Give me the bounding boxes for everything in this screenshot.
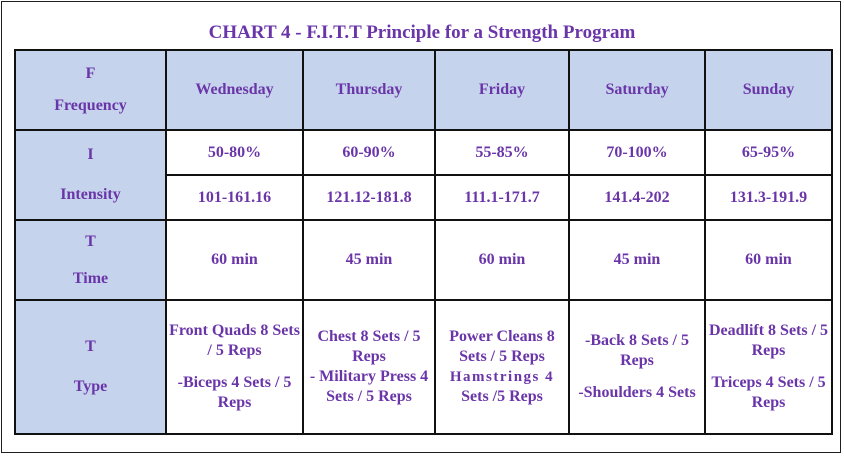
time-letter: T — [85, 232, 96, 250]
type-friday — [435, 300, 569, 434]
type-label-cell — [15, 300, 166, 434]
type-wednesday-line-1: Front Quads 8 Sets / 5 Reps — [169, 322, 300, 359]
intensity-hr-thursday: 121.12-181.8 — [303, 175, 435, 220]
day-header-saturday: Saturday — [569, 50, 705, 130]
type-thursday-line-1: Chest 8 Sets / 5 Reps — [317, 328, 421, 365]
type-wednesday-line-2: -Biceps 4 Sets / 5 Reps — [177, 374, 292, 411]
intensity-label: Intensity — [60, 186, 121, 203]
intensity-percent-sunday: 65-95% — [705, 130, 832, 175]
day-header-thursday: Thursday — [303, 50, 435, 130]
time-row — [15, 220, 832, 300]
intensity-percent-saturday: 70-100% — [569, 130, 705, 175]
type-saturday-line-2: -Shoulders 4 Sets — [578, 384, 696, 401]
type-friday-line-1: Power Cleans 8 Sets / 5 Reps — [449, 328, 555, 365]
time-label: Time — [72, 269, 109, 287]
intensity-hr-sunday: 131.3-191.9 — [705, 175, 832, 220]
frequency-label: Frequency — [54, 97, 127, 114]
frequency-letter: F — [85, 65, 96, 82]
type-letter: T — [85, 338, 96, 355]
type-saturday — [569, 300, 705, 434]
day-header-friday: Friday — [435, 50, 569, 130]
time-saturday: 45 min — [569, 220, 705, 300]
time-wednesday: 60 min — [166, 220, 303, 300]
frequency-row — [15, 50, 832, 130]
type-sunday-line-1: Deadlift 8 Sets / 5 Reps — [708, 322, 829, 359]
type-thursday — [303, 300, 435, 434]
intensity-letter: I — [87, 146, 94, 163]
type-thursday-line-2: - Military Press 4 Sets / 5 Reps — [309, 368, 429, 405]
type-label: Type — [73, 378, 108, 395]
day-header-sunday: Sunday — [705, 50, 832, 130]
type-sunday — [705, 300, 832, 434]
type-friday-line-3: Sets /5 Reps — [461, 388, 543, 405]
intensity-hr-wednesday: 101-161.16 — [166, 175, 303, 220]
fitt-table — [14, 49, 833, 435]
time-thursday: 45 min — [303, 220, 435, 300]
day-header-wednesday: Wednesday — [166, 50, 303, 130]
time-friday: 60 min — [435, 220, 569, 300]
intensity-percent-thursday: 60-90% — [303, 130, 435, 175]
page-title: CHART 4 - F.I.T.T Principle for a Strength Program — [208, 22, 636, 43]
intensity-hr-friday: 111.1-171.7 — [435, 175, 569, 220]
time-sunday: 60 min — [705, 220, 832, 300]
intensity-label-cell — [15, 130, 166, 220]
intensity-hr-saturday: 141.4-202 — [569, 175, 705, 220]
type-friday-line-2: Hamstrings 4 — [449, 369, 555, 385]
type-wednesday — [166, 300, 303, 434]
type-sunday-line-2: Triceps 4 Sets / 5 Reps — [711, 374, 826, 411]
intensity-percent-row — [15, 130, 832, 175]
frequency-label-cell — [15, 50, 166, 130]
time-label-cell — [15, 220, 166, 300]
type-saturday-line-1: -Back 8 Sets / 5 Reps — [585, 332, 689, 369]
type-row — [15, 300, 832, 434]
intensity-percent-wednesday: 50-80% — [166, 130, 303, 175]
intensity-percent-friday: 55-85% — [435, 130, 569, 175]
